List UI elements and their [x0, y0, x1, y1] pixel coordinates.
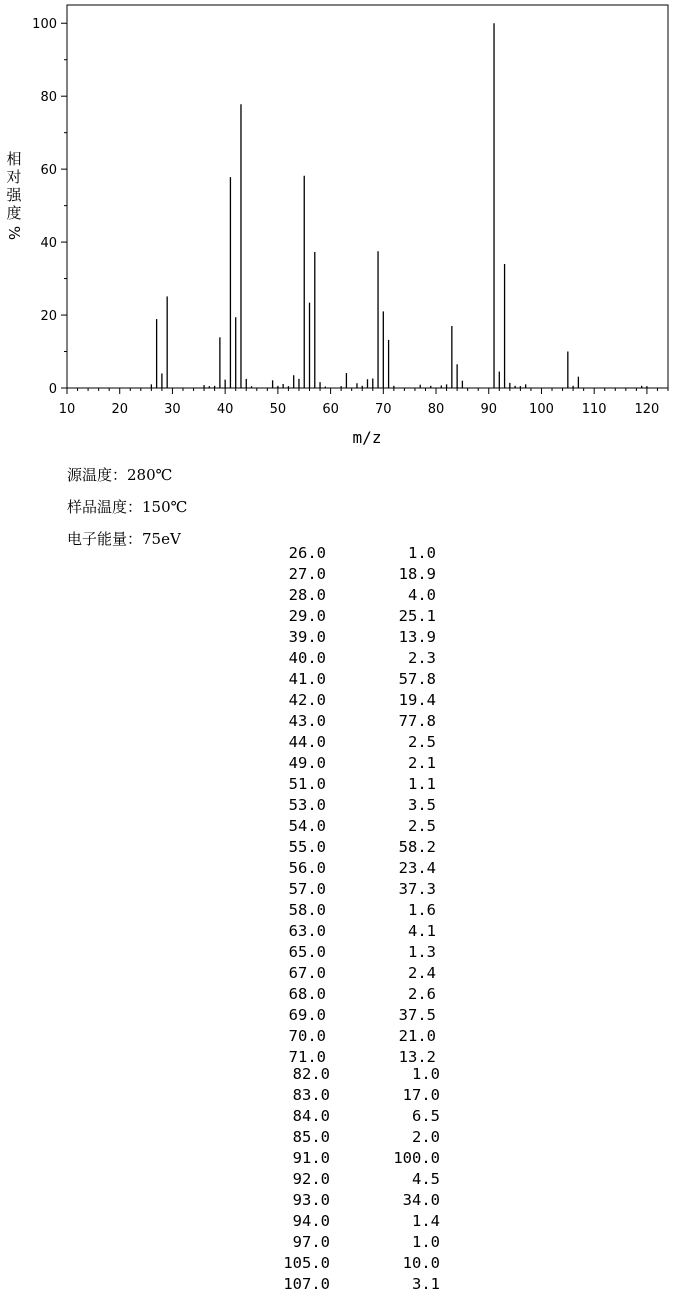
table-row	[0, 1191, 680, 1212]
x-tick-label: 120	[634, 402, 660, 417]
intensity-value: 58.2	[398, 838, 436, 856]
intensity-value: 1.1	[408, 775, 436, 793]
table-row	[0, 544, 680, 565]
mz-value: 28.0	[288, 586, 326, 604]
mass-spectrum-chart	[0, 0, 680, 450]
mz-value: 94.0	[292, 1212, 330, 1230]
intensity-value: 1.3	[408, 943, 436, 961]
mz-value: 83.0	[292, 1086, 330, 1104]
table-row	[0, 922, 680, 943]
mz-value: 29.0	[288, 607, 326, 625]
table-row	[0, 985, 680, 1006]
y-tick-label: 100	[32, 17, 57, 33]
table-row	[0, 1086, 680, 1107]
mz-value: 92.0	[292, 1170, 330, 1188]
mz-value: 40.0	[288, 649, 326, 667]
intensity-value: 2.1	[408, 754, 436, 772]
table-row	[0, 859, 680, 880]
mz-value: 97.0	[292, 1233, 330, 1251]
table-row	[0, 691, 680, 712]
x-axis-label: m/z	[352, 428, 382, 447]
mz-value: 53.0	[288, 796, 326, 814]
mz-value: 51.0	[288, 775, 326, 793]
mz-value: 39.0	[288, 628, 326, 646]
mz-value: 105.0	[283, 1254, 330, 1272]
table-row	[0, 670, 680, 691]
y-tick-label: 60	[40, 163, 57, 179]
table-row	[0, 1027, 680, 1048]
intensity-value: 2.3	[408, 649, 436, 667]
intensity-value: 34.0	[402, 1191, 440, 1209]
x-tick-label: 100	[529, 402, 554, 417]
intensity-value: 1.0	[408, 544, 436, 562]
mz-value: 55.0	[288, 838, 326, 856]
table-row	[0, 754, 680, 775]
intensity-value: 3.5	[408, 796, 436, 814]
y-axis-label-unit: %	[5, 225, 23, 241]
intensity-value: 10.0	[402, 1254, 440, 1272]
intensity-value: 4.5	[412, 1170, 440, 1188]
table-row	[0, 775, 680, 796]
source-temperature: 源温度：280℃	[67, 466, 173, 484]
intensity-value: 1.6	[408, 901, 436, 919]
sample-temperature: 样品温度：150℃	[67, 498, 188, 516]
y-axis-label-char: 强	[6, 186, 22, 204]
intensity-value: 1.0	[412, 1233, 440, 1251]
table-row	[0, 1254, 680, 1275]
mz-value: 68.0	[288, 985, 326, 1003]
mz-value: 43.0	[288, 712, 326, 730]
table-row	[0, 901, 680, 922]
x-tick-label: 80	[427, 402, 445, 417]
intensity-value: 2.6	[408, 985, 436, 1003]
table-row	[0, 1233, 680, 1254]
y-tick-label: 40	[40, 236, 57, 252]
intensity-value: 1.0	[412, 1065, 440, 1083]
intensity-value: 21.0	[398, 1027, 436, 1045]
x-tick-label: 70	[375, 402, 392, 417]
x-tick-label: 110	[581, 402, 607, 417]
y-axis	[32, 17, 67, 397]
y-tick-label: 0	[48, 382, 57, 397]
table-row	[0, 628, 680, 649]
table-row	[0, 1107, 680, 1128]
mz-value: 93.0	[292, 1191, 330, 1209]
mz-value: 42.0	[288, 691, 326, 709]
x-tick-label: 10	[58, 402, 76, 417]
table-row	[0, 565, 680, 586]
intensity-value: 2.5	[408, 733, 436, 751]
table-row	[0, 649, 680, 670]
mz-value: 56.0	[288, 859, 326, 877]
y-axis-label-char: 相	[6, 150, 22, 168]
y-axis-label	[4, 150, 24, 242]
intensity-value: 77.8	[398, 712, 436, 730]
intensity-value: 2.4	[408, 964, 436, 982]
table-row	[0, 1275, 680, 1296]
table-row	[0, 943, 680, 964]
intensity-value: 57.8	[398, 670, 436, 688]
intensity-value: 13.2	[398, 1048, 436, 1066]
mz-value: 26.0	[288, 544, 326, 562]
x-tick-label: 30	[164, 402, 181, 417]
y-tick-label: 80	[40, 90, 57, 106]
mz-value: 91.0	[292, 1149, 330, 1167]
electron-energy: 电子能量：75eV	[67, 530, 181, 548]
mz-value: 107.0	[283, 1275, 330, 1293]
x-tick-label: 50	[269, 402, 287, 417]
intensity-value: 17.0	[402, 1086, 440, 1104]
mz-value: 69.0	[288, 1006, 326, 1024]
table-row	[0, 1006, 680, 1027]
mz-value: 44.0	[288, 733, 326, 751]
mz-value: 71.0	[288, 1048, 326, 1066]
spectrum-peaks	[151, 23, 647, 388]
table-row	[0, 817, 680, 838]
mz-value: 41.0	[288, 670, 326, 688]
x-tick-label: 90	[480, 402, 498, 417]
intensity-value: 13.9	[398, 628, 436, 646]
table-row	[0, 1212, 680, 1233]
table-row	[0, 1149, 680, 1170]
table-row	[0, 796, 680, 817]
x-tick-label: 40	[216, 402, 234, 417]
table-row	[0, 880, 680, 901]
y-axis-label-char: 度	[6, 204, 22, 222]
intensity-value: 2.0	[412, 1128, 440, 1146]
intensity-value: 2.5	[408, 817, 436, 835]
table-row	[0, 712, 680, 733]
x-tick-label: 60	[322, 402, 339, 417]
mz-value: 65.0	[288, 943, 326, 961]
table-row	[0, 838, 680, 859]
table-row	[0, 1065, 680, 1086]
x-tick-label: 20	[111, 402, 128, 417]
intensity-value: 25.1	[398, 607, 436, 625]
intensity-value: 19.4	[398, 691, 436, 709]
intensity-value: 3.1	[412, 1275, 440, 1293]
mz-value: 54.0	[288, 817, 326, 835]
intensity-value: 100.0	[393, 1149, 440, 1167]
x-axis	[59, 388, 668, 417]
intensity-value: 4.1	[408, 922, 436, 940]
mz-value: 63.0	[288, 922, 326, 940]
y-axis-label-char: 对	[6, 168, 22, 186]
intensity-value: 18.9	[398, 565, 436, 583]
mz-value: 84.0	[292, 1107, 330, 1125]
mz-value: 70.0	[288, 1027, 326, 1045]
mz-value: 57.0	[288, 880, 326, 898]
table-row	[0, 964, 680, 985]
mz-value: 85.0	[292, 1128, 330, 1146]
intensity-value: 4.0	[408, 586, 436, 604]
intensity-value: 37.5	[398, 1006, 436, 1024]
y-tick-label: 20	[40, 309, 57, 325]
table-row	[0, 607, 680, 628]
intensity-value: 6.5	[412, 1107, 440, 1125]
intensity-value: 37.3	[398, 880, 436, 898]
table-row	[0, 586, 680, 607]
mz-value: 82.0	[292, 1065, 330, 1083]
intensity-value: 1.4	[412, 1212, 440, 1230]
table-row	[0, 1128, 680, 1149]
mz-value: 67.0	[288, 964, 326, 982]
table-row	[0, 733, 680, 754]
mz-value: 49.0	[288, 754, 326, 772]
mz-value: 58.0	[288, 901, 326, 919]
table-row	[0, 1170, 680, 1191]
mz-value: 27.0	[288, 565, 326, 583]
intensity-value: 23.4	[398, 859, 436, 877]
